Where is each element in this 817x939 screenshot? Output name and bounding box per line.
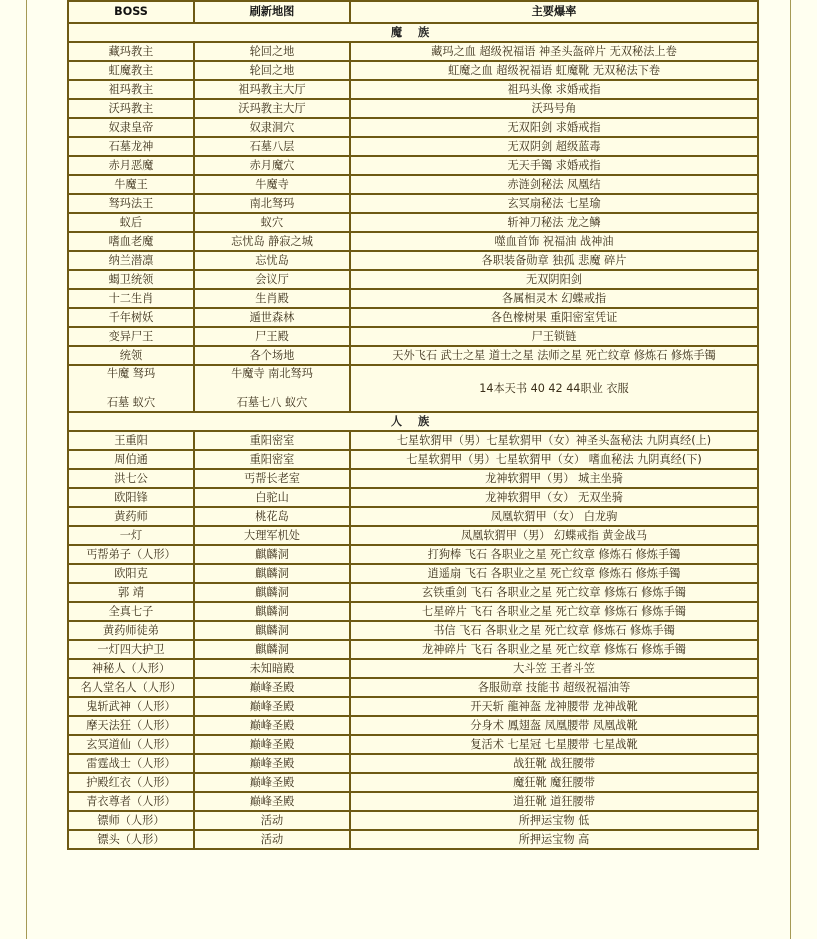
drops-cell: 大斗笠 王者斗笠 (350, 659, 758, 678)
drops-cell: 所押运宝物 高 (350, 830, 758, 849)
table-row (68, 602, 758, 621)
boss-name-cell: 欧阳克 (68, 564, 194, 583)
drops-cell: 沃玛号角 (350, 99, 758, 118)
table-row (68, 773, 758, 792)
table-row (68, 156, 758, 175)
table-row (68, 270, 758, 289)
map-cell: 活动 (194, 830, 350, 849)
map-cell: 南北驽玛 (194, 194, 350, 213)
boss-name-cell: 一灯 (68, 526, 194, 545)
boss-name-cell: 纳兰潜凛 (68, 251, 194, 270)
table-row (68, 42, 758, 61)
boss-name-cell: 一灯四大护卫 (68, 640, 194, 659)
map-cell: 石墓八层 (194, 137, 350, 156)
drops-cell: 玄冥扇秘法 七星瑜 (350, 194, 758, 213)
boss-name-cell: 蚁后 (68, 213, 194, 232)
boss-name-cell: 统领 (68, 346, 194, 365)
header-boss: BOSS (68, 1, 194, 23)
map-cell: 白驼山 (194, 488, 350, 507)
boss-name-cell (68, 365, 194, 412)
drops-cell: 祖玛头像 求婚戒指 (350, 80, 758, 99)
drops-cell: 虹魔之血 超级祝福语 虹魔靴 无双秘法下卷 (350, 61, 758, 80)
boss-name-cell: 祖玛教主 (68, 80, 194, 99)
table-body (68, 23, 758, 849)
map-cell: 各个场地 (194, 346, 350, 365)
table-row (68, 251, 758, 270)
map-cell: 桃花岛 (194, 507, 350, 526)
drops-cell: 无双阴阳剑 (350, 270, 758, 289)
map-cell: 沃玛教主大厅 (194, 99, 350, 118)
drops-cell: 逍遥扇 飞石 各职业之星 死亡纹章 修炼石 修炼手镯 (350, 564, 758, 583)
table-row (68, 346, 758, 365)
drops-cell: 天外飞石 武士之星 道士之星 法师之星 死亡纹章 修炼石 修炼手镯 (350, 346, 758, 365)
table-row (68, 621, 758, 640)
boss-name-cell: 全真七子 (68, 602, 194, 621)
page-left-margin (0, 0, 27, 939)
drops-cell: 魔狂靴 魔狂腰带 (350, 773, 758, 792)
boss-name-cell: 王重阳 (68, 431, 194, 450)
boss-name-cell: 丐帮弟子（人形） (68, 545, 194, 564)
drops-cell: 道狂靴 道狂腰带 (350, 792, 758, 811)
boss-name-cell: 摩天法狂（人形） (68, 716, 194, 735)
map-cell: 奴隶洞穴 (194, 118, 350, 137)
table-row (68, 564, 758, 583)
boss-name-cell: 嗜血老魔 (68, 232, 194, 251)
boss-drop-table-container (67, 0, 757, 850)
drops-cell: 龙神碎片 飞石 各职业之星 死亡纹章 修炼石 修炼手镯 (350, 640, 758, 659)
map-cell: 巅峰圣殿 (194, 792, 350, 811)
table-row (68, 545, 758, 564)
drops-cell: 14本天书 40 42 44职业 衣服 (350, 365, 758, 412)
map-cell: 活动 (194, 811, 350, 830)
table-row (68, 792, 758, 811)
boss-name-cell: 十二生肖 (68, 289, 194, 308)
drops-cell: 所押运宝物 低 (350, 811, 758, 830)
drops-cell: 复活术 七星冠 七星腰带 七星战靴 (350, 735, 758, 754)
table-row (68, 61, 758, 80)
map-cell: 生肖殿 (194, 289, 350, 308)
table-row (68, 137, 758, 156)
drops-cell: 无天手镯 求婚戒指 (350, 156, 758, 175)
boss-name-cell: 护殿红衣（人形） (68, 773, 194, 792)
drops-cell: 藏玛之血 超级祝福语 神圣头盔碎片 无双秘法上卷 (350, 42, 758, 61)
drops-cell: 凤凰软猬甲（女） 白龙驹 (350, 507, 758, 526)
table-row (68, 583, 758, 602)
map-cell: 巅峰圣殿 (194, 678, 350, 697)
section-title: 魔 族 (68, 23, 758, 42)
drops-cell: 各属相灵木 幻蝶戒指 (350, 289, 758, 308)
drops-cell: 无双阴剑 超级蓝毒 (350, 137, 758, 156)
map-cell: 巅峰圣殿 (194, 735, 350, 754)
map-cell: 蚁穴 (194, 213, 350, 232)
drops-cell: 各服勋章 技能书 超级祝福油等 (350, 678, 758, 697)
table-row (68, 640, 758, 659)
map-cell: 大理军机处 (194, 526, 350, 545)
map-line: 石墓七八 蚁穴 (236, 396, 308, 409)
drops-cell: 龙神软猬甲（男） 城主坐骑 (350, 469, 758, 488)
table-row (68, 80, 758, 99)
table-row (68, 811, 758, 830)
map-cell: 麒麟洞 (194, 545, 350, 564)
table-header-row (68, 1, 758, 23)
drops-cell: 凤凰软猬甲（男） 幻蝶戒指 黄金战马 (350, 526, 758, 545)
drops-cell: 各职装备勋章 独孤 悲魔 碎片 (350, 251, 758, 270)
map-cell: 巅峰圣殿 (194, 716, 350, 735)
drops-cell: 各色橡树果 重阳密室凭证 (350, 308, 758, 327)
boss-name-cell: 虹魔教主 (68, 61, 194, 80)
boss-name-cell: 鬼斩武神（人形） (68, 697, 194, 716)
table-row (68, 469, 758, 488)
map-cell: 巅峰圣殿 (194, 773, 350, 792)
table-row (68, 289, 758, 308)
table-row (68, 526, 758, 545)
drops-cell: 七星碎片 飞石 各职业之星 死亡纹章 修炼石 修炼手镯 (350, 602, 758, 621)
map-cell: 麒麟洞 (194, 602, 350, 621)
map-cell: 会议厅 (194, 270, 350, 289)
table-row (68, 659, 758, 678)
map-cell: 巅峰圣殿 (194, 697, 350, 716)
map-cell: 赤月魔穴 (194, 156, 350, 175)
table-row (68, 678, 758, 697)
table-row (68, 118, 758, 137)
header-map: 刷新地图 (194, 1, 350, 23)
boss-name-cell: 牛魔王 (68, 175, 194, 194)
map-cell: 麒麟洞 (194, 640, 350, 659)
map-line: 牛魔寺 南北驽玛 (231, 367, 313, 380)
boss-name-cell: 奴隶皇帝 (68, 118, 194, 137)
table-row (68, 431, 758, 450)
table-row (68, 507, 758, 526)
map-cell: 重阳密室 (194, 431, 350, 450)
table-row-multiline (68, 365, 758, 412)
table-row (68, 327, 758, 346)
map-cell: 轮回之地 (194, 42, 350, 61)
drops-cell: 分身术 鳳翅盔 凤凰腰带 凤凰战靴 (350, 716, 758, 735)
drops-cell: 龙神软猬甲（女） 无双坐骑 (350, 488, 758, 507)
map-cell: 未知暗殿 (194, 659, 350, 678)
boss-name-cell: 郭 靖 (68, 583, 194, 602)
map-cell: 遁世森林 (194, 308, 350, 327)
boss-name-cell: 藏玛教主 (68, 42, 194, 61)
boss-name-cell: 黄药师徒弟 (68, 621, 194, 640)
table-row (68, 716, 758, 735)
table-row (68, 735, 758, 754)
section-title: 人 族 (68, 412, 758, 431)
boss-name-cell: 驽玛法王 (68, 194, 194, 213)
boss-drop-table (67, 0, 759, 850)
table-row (68, 488, 758, 507)
map-cell: 忘忧岛 (194, 251, 350, 270)
boss-name-cell: 赤月恶魔 (68, 156, 194, 175)
drops-cell: 七星软猬甲（男）七星软猬甲（女）神圣头盔秘法 九阴真经(上) (350, 431, 758, 450)
drops-cell: 玄铁重剑 飞石 各职业之星 死亡纹章 修炼石 修炼手镯 (350, 583, 758, 602)
drops-cell: 斩神刀秘法 龙之鳞 (350, 213, 758, 232)
boss-name-cell: 名人堂名人（人形） (68, 678, 194, 697)
page-right-margin (790, 0, 817, 939)
section-header-row (68, 412, 758, 431)
map-cell: 麒麟洞 (194, 564, 350, 583)
boss-name-cell: 沃玛教主 (68, 99, 194, 118)
drops-cell: 无双阳剑 求婚戒指 (350, 118, 758, 137)
table-row (68, 213, 758, 232)
map-cell: 麒麟洞 (194, 583, 350, 602)
boss-name-cell: 欧阳锋 (68, 488, 194, 507)
header-drops: 主要爆率 (350, 1, 758, 23)
boss-line: 石墓 蚁穴 (106, 396, 156, 409)
table-row (68, 175, 758, 194)
table-row (68, 308, 758, 327)
boss-name-cell: 黄药师 (68, 507, 194, 526)
drops-cell: 尸王锁链 (350, 327, 758, 346)
map-cell: 丐帮长老室 (194, 469, 350, 488)
boss-name-cell: 周伯通 (68, 450, 194, 469)
map-cell: 忘忧岛 静寂之城 (194, 232, 350, 251)
boss-name-cell: 镖头（人形） (68, 830, 194, 849)
section-header-row (68, 23, 758, 42)
boss-name-cell: 神秘人（人形） (68, 659, 194, 678)
boss-name-cell: 玄冥道仙（人形） (68, 735, 194, 754)
boss-name-cell: 千年树妖 (68, 308, 194, 327)
map-cell: 重阳密室 (194, 450, 350, 469)
boss-name-cell: 变异尸王 (68, 327, 194, 346)
boss-name-cell: 蝎卫统领 (68, 270, 194, 289)
map-cell: 轮回之地 (194, 61, 350, 80)
table-row (68, 830, 758, 849)
map-cell (194, 365, 350, 412)
map-cell: 祖玛教主大厅 (194, 80, 350, 99)
map-cell: 牛魔寺 (194, 175, 350, 194)
drops-cell: 书信 飞石 各职业之星 死亡纹章 修炼石 修炼手镯 (350, 621, 758, 640)
map-cell: 尸王殿 (194, 327, 350, 346)
table-row (68, 194, 758, 213)
table-row (68, 232, 758, 251)
drops-cell: 七星软猬甲（男）七星软猬甲（女） 嗜血秘法 九阴真经(下) (350, 450, 758, 469)
boss-line: 牛魔 驽玛 (106, 367, 156, 380)
table-row (68, 99, 758, 118)
map-cell: 麒麟洞 (194, 621, 350, 640)
table-row (68, 697, 758, 716)
boss-name-cell: 镖师（人形） (68, 811, 194, 830)
drops-cell: 战狂靴 战狂腰带 (350, 754, 758, 773)
boss-name-cell: 青衣尊者（人形） (68, 792, 194, 811)
map-cell: 巅峰圣殿 (194, 754, 350, 773)
boss-name-cell: 洪七公 (68, 469, 194, 488)
drops-cell: 打狗棒 飞石 各职业之星 死亡纹章 修炼石 修炼手镯 (350, 545, 758, 564)
boss-name-cell: 石墓龙神 (68, 137, 194, 156)
drops-cell: 赤涟剑秘法 凤凰结 (350, 175, 758, 194)
drops-cell: 噬血首饰 祝福油 战神油 (350, 232, 758, 251)
drops-cell: 开天斩 龍神盔 龙神腰带 龙神战靴 (350, 697, 758, 716)
table-row (68, 450, 758, 469)
boss-name-cell: 雷霆战士（人形） (68, 754, 194, 773)
table-row (68, 754, 758, 773)
